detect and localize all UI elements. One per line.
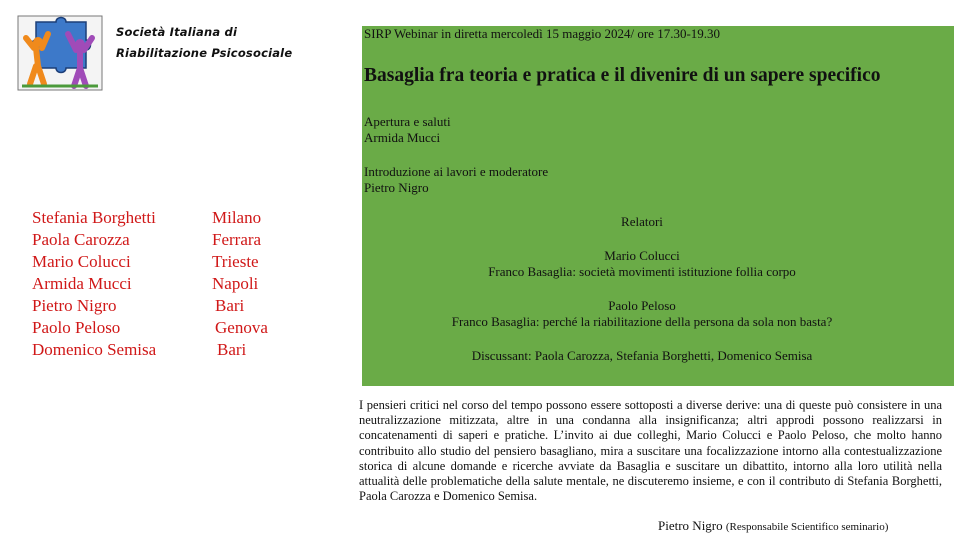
speaker-row <box>32 295 268 317</box>
speaker-name: Armida Mucci <box>32 274 132 293</box>
talk2-speaker: Paolo Peloso <box>608 298 676 313</box>
relatori-heading: Relatori <box>621 214 663 229</box>
speaker-city: Ferrara <box>212 230 262 249</box>
signature-name: Pietro Nigro <box>658 518 723 533</box>
speaker-city: Bari <box>217 340 247 359</box>
speaker-city: Bari <box>215 296 245 315</box>
talk1-speaker: Mario Colucci <box>604 248 680 263</box>
speaker-name: Paola Carozza <box>32 230 130 249</box>
speaker-name: Paolo Peloso <box>32 318 121 337</box>
speaker-name: Pietro Nigro <box>32 296 117 315</box>
speaker-city: Trieste <box>212 252 259 271</box>
sirp-logo <box>14 12 106 94</box>
organization-line-1: Società Italiana di <box>116 25 238 39</box>
program-box <box>362 26 954 386</box>
speaker-row <box>32 229 268 251</box>
signature <box>658 518 888 534</box>
speaker-city: Napoli <box>212 274 259 293</box>
organization-line-2: Riabilitazione Psicosociale <box>116 46 293 60</box>
discussant-line: Discussant: Paola Carozza, Stefania Borghetti, Domenico Semisa <box>471 348 813 363</box>
abstract-paragraph: I pensieri critici nel corso del tempo possono essere sottoposti a diverse derive: una di queste può consistere in una neutralizzazione mitizzata, altre in una condanna alla insignificanza; altri approdi possono realizzarsi in concatenamenti di saperi e pratiche. L’invito ai due colleghi, Mario Colucci e Paolo Peloso, che molto hanno contribuito allo studio del pensiero basagliano, mira a suscitare una focalizzazione intorno alla contestualizzazione storica di alcune domande e ricerche avviate da Basaglia e suscitare un dibattito, intorno alla loro utilità nella attualità delle problematiche della salute mentale, ne discuteremo insieme, e con il contributo di Stefania Borghetti, Paola Carozza e Domenico Semisa. <box>359 398 942 504</box>
speaker-city: Milano <box>212 208 262 227</box>
speaker-name: Domenico Semisa <box>32 340 157 359</box>
organization-name <box>116 22 292 64</box>
intro-label: Introduzione ai lavori e moderatore <box>364 164 549 179</box>
talk1-title: Franco Basaglia: società movimenti istituzione follia corpo <box>488 264 796 279</box>
speakers-list <box>32 207 268 361</box>
puzzle-people-icon <box>14 12 106 94</box>
event-title: Basaglia fra teoria e pratica e il divenire di un sapere specifico <box>364 65 881 86</box>
webinar-date-line: SIRP Webinar in diretta mercoledì 15 maggio 2024/ ore 17.30-19.30 <box>364 26 721 41</box>
signature-role: (Responsabile Scientifico seminario) <box>725 521 889 533</box>
speaker-city: Genova <box>215 318 268 337</box>
speaker-row <box>32 339 268 361</box>
opening-label: Apertura e saluti <box>364 114 451 129</box>
opening-name: Armida Mucci <box>364 130 441 145</box>
speaker-row <box>32 251 268 273</box>
speaker-row <box>32 273 268 295</box>
speaker-name: Stefania Borghetti <box>32 208 156 227</box>
talk2-title: Franco Basaglia: perché la riabilitazione della persona da sola non basta? <box>451 314 833 329</box>
speaker-row <box>32 317 268 339</box>
speaker-name: Mario Colucci <box>32 252 131 271</box>
speaker-row <box>32 207 268 229</box>
intro-name: Pietro Nigro <box>364 180 429 195</box>
